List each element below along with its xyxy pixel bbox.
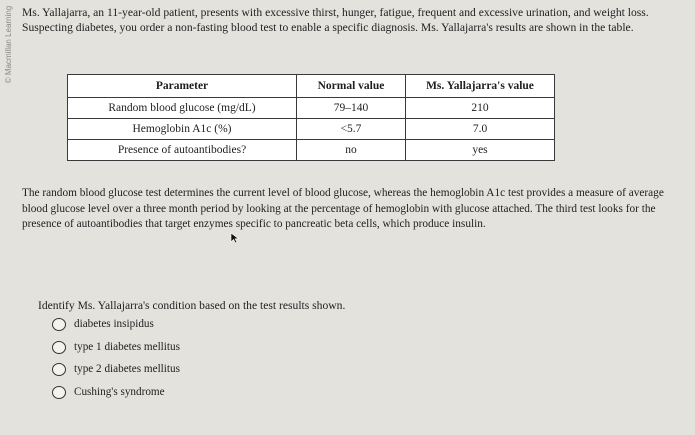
results-table: [67, 74, 555, 161]
table-row: [68, 140, 555, 161]
table-header-row: [68, 75, 555, 98]
cell-normal: 79–140: [297, 98, 406, 119]
cell-patient: yes: [406, 140, 555, 161]
radio-circle-icon[interactable]: [52, 318, 66, 331]
option-label: type 2 diabetes mellitus: [74, 363, 180, 375]
table-row: [68, 119, 555, 140]
question-prompt: Identify Ms. Yallajarra's condition based on the test results shown.: [38, 299, 346, 312]
cell-patient: 210: [406, 98, 555, 119]
option-type-1-diabetes[interactable]: [52, 339, 180, 355]
test-explanation-text: The random blood glucose test determines the current level of blood glucose, whereas the hemoglobin A1c test provides a measure of average blood glucose level over a three month period by looking at the percentage of hemoglobin with glucose attached. The third test looks for the presence of autoantibodies that target enzymes specific to pancreatic beta cells, which produce insulin.: [22, 187, 664, 230]
cell-parameter: Presence of autoantibodies?: [68, 140, 297, 161]
radio-circle-icon[interactable]: [52, 363, 66, 376]
mouse-pointer-icon: [230, 232, 240, 244]
header-patient-value: Ms. Yallajarra's value: [406, 75, 555, 98]
option-label: Cushing's syndrome: [74, 386, 165, 398]
option-diabetes-insipidus[interactable]: [52, 316, 154, 332]
cell-parameter: Random blood glucose (mg/dL): [68, 98, 297, 119]
radio-circle-icon[interactable]: [52, 341, 66, 354]
case-intro-text: Ms. Yallajarra, an 11-year-old patient, presents with excessive thirst, hunger, fatigue, frequent and excessive urination, and weight loss. Suspecting diabetes, you order a non-fasting blood test to enable a specific diagnosis. Ms. Yallajarra's results are shown in the table.: [22, 6, 649, 34]
table-row: [68, 98, 555, 119]
option-label: type 1 diabetes mellitus: [74, 341, 180, 353]
cell-patient: 7.0: [406, 119, 555, 140]
watermark-text: © Macmillan Learning: [4, 5, 14, 84]
radio-circle-icon[interactable]: [52, 386, 66, 399]
option-type-2-diabetes[interactable]: [52, 361, 180, 377]
cell-normal: <5.7: [297, 119, 406, 140]
cell-normal: no: [297, 140, 406, 161]
header-parameter: Parameter: [68, 75, 297, 98]
cell-parameter: Hemoglobin A1c (%): [68, 119, 297, 140]
publisher-watermark: [0, 0, 14, 100]
option-cushings-syndrome[interactable]: [52, 384, 165, 400]
header-normal-value: Normal value: [297, 75, 406, 98]
option-label: diabetes insipidus: [74, 318, 154, 330]
